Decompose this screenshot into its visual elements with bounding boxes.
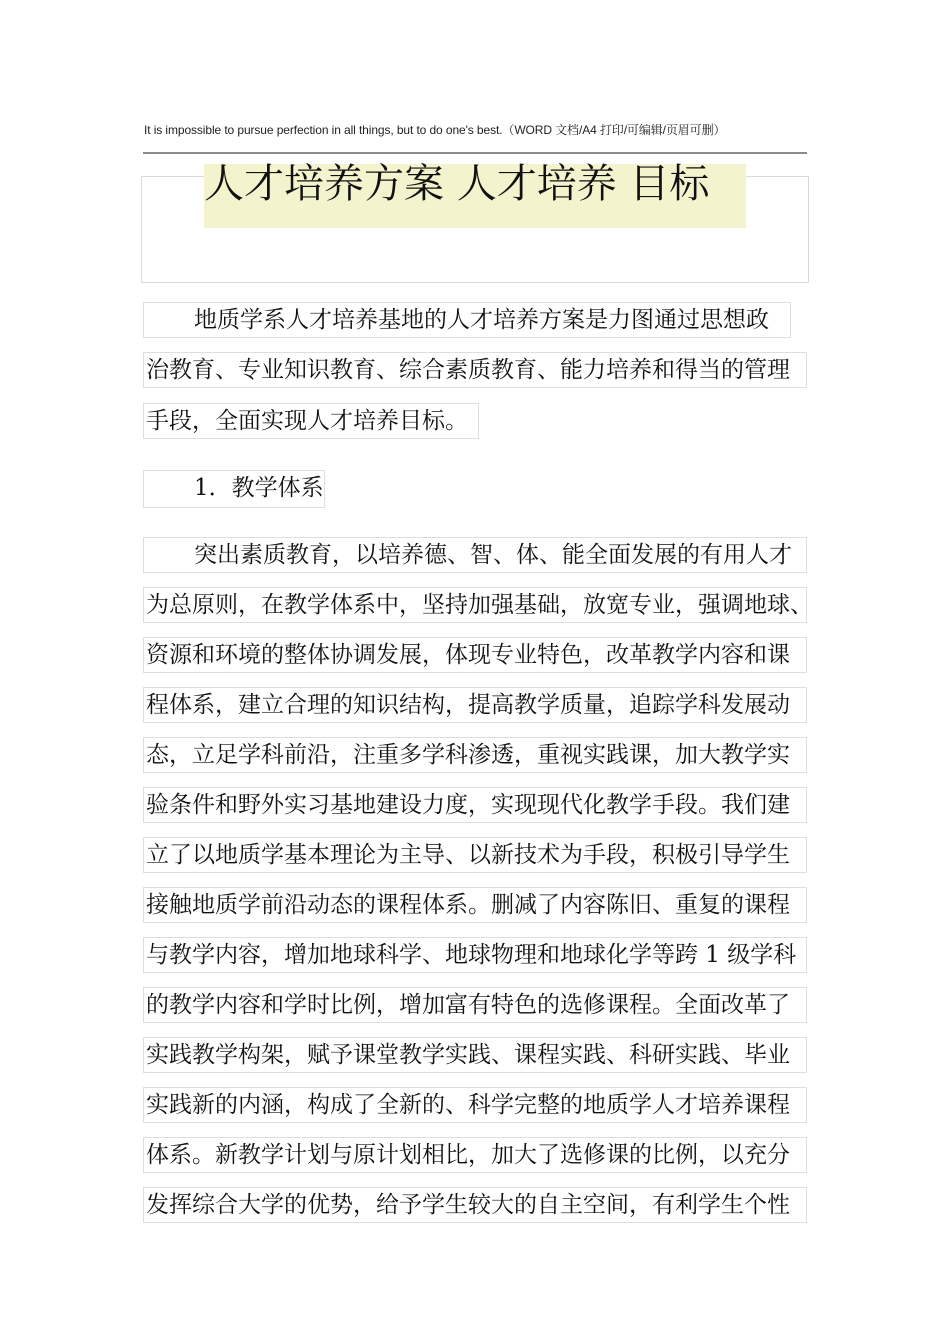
body-line: 与教学内容，增加地球科学、地球物理和地球化学等跨 1 级学科 xyxy=(143,937,807,973)
body-line: 体系。新教学计划与原计划相比，加大了选修课的比例，以充分 xyxy=(143,1137,807,1173)
body-line: 的教学内容和学时比例，增加富有特色的选修课程。全面改革了 xyxy=(143,987,807,1023)
intro-line: 地质学系人才培养基地的人才培养方案是力图通过思想政 xyxy=(143,302,791,338)
body-line: 态，立足学科前沿，注重多学科渗透，重视实践课，加大教学实 xyxy=(143,737,807,773)
page-header-tagline: It is impossible to pursue perfection in all things, but to do one's best.（WORD 文档/A4 打印/可编辑/页眉可删） xyxy=(144,123,726,137)
body-line: 为总原则，在教学体系中，坚持加强基础，放宽专业，强调地球、 xyxy=(143,587,807,623)
body-line: 发挥综合大学的优势，给予学生较大的自主空间，有利学生个性 xyxy=(143,1187,807,1223)
body-line: 验条件和野外实习基地建设力度，实现现代化教学手段。我们建 xyxy=(143,787,807,823)
intro-line: 手段，全面实现人才培养目标。 xyxy=(143,403,479,439)
body-line: 实践教学构架，赋予课堂教学实践、课程实践、科研实践、毕业 xyxy=(143,1037,807,1073)
intro-line: 治教育、专业知识教育、综合素质教育、能力培养和得当的管理 xyxy=(143,352,807,388)
body-line: 资源和环境的整体协调发展，体现专业特色，改革教学内容和课 xyxy=(143,637,807,673)
section-heading: 1．教学体系 xyxy=(143,470,325,508)
document-title: 人才培养方案 人才培养 目标 xyxy=(204,161,710,207)
body-line: 程体系，建立合理的知识结构，提高教学质量，追踪学科发展动 xyxy=(143,687,807,723)
body-line: 接触地质学前沿动态的课程体系。删减了内容陈旧、重复的课程 xyxy=(143,887,807,923)
body-line: 实践新的内涵，构成了全新的、科学完整的地质学人才培养课程 xyxy=(143,1087,807,1123)
body-line: 立了以地质学基本理论为主导、以新技术为手段，积极引导学生 xyxy=(143,837,807,873)
body-line: 突出素质教育，以培养德、智、体、能全面发展的有用人才 xyxy=(143,537,807,573)
header-divider xyxy=(143,152,807,154)
